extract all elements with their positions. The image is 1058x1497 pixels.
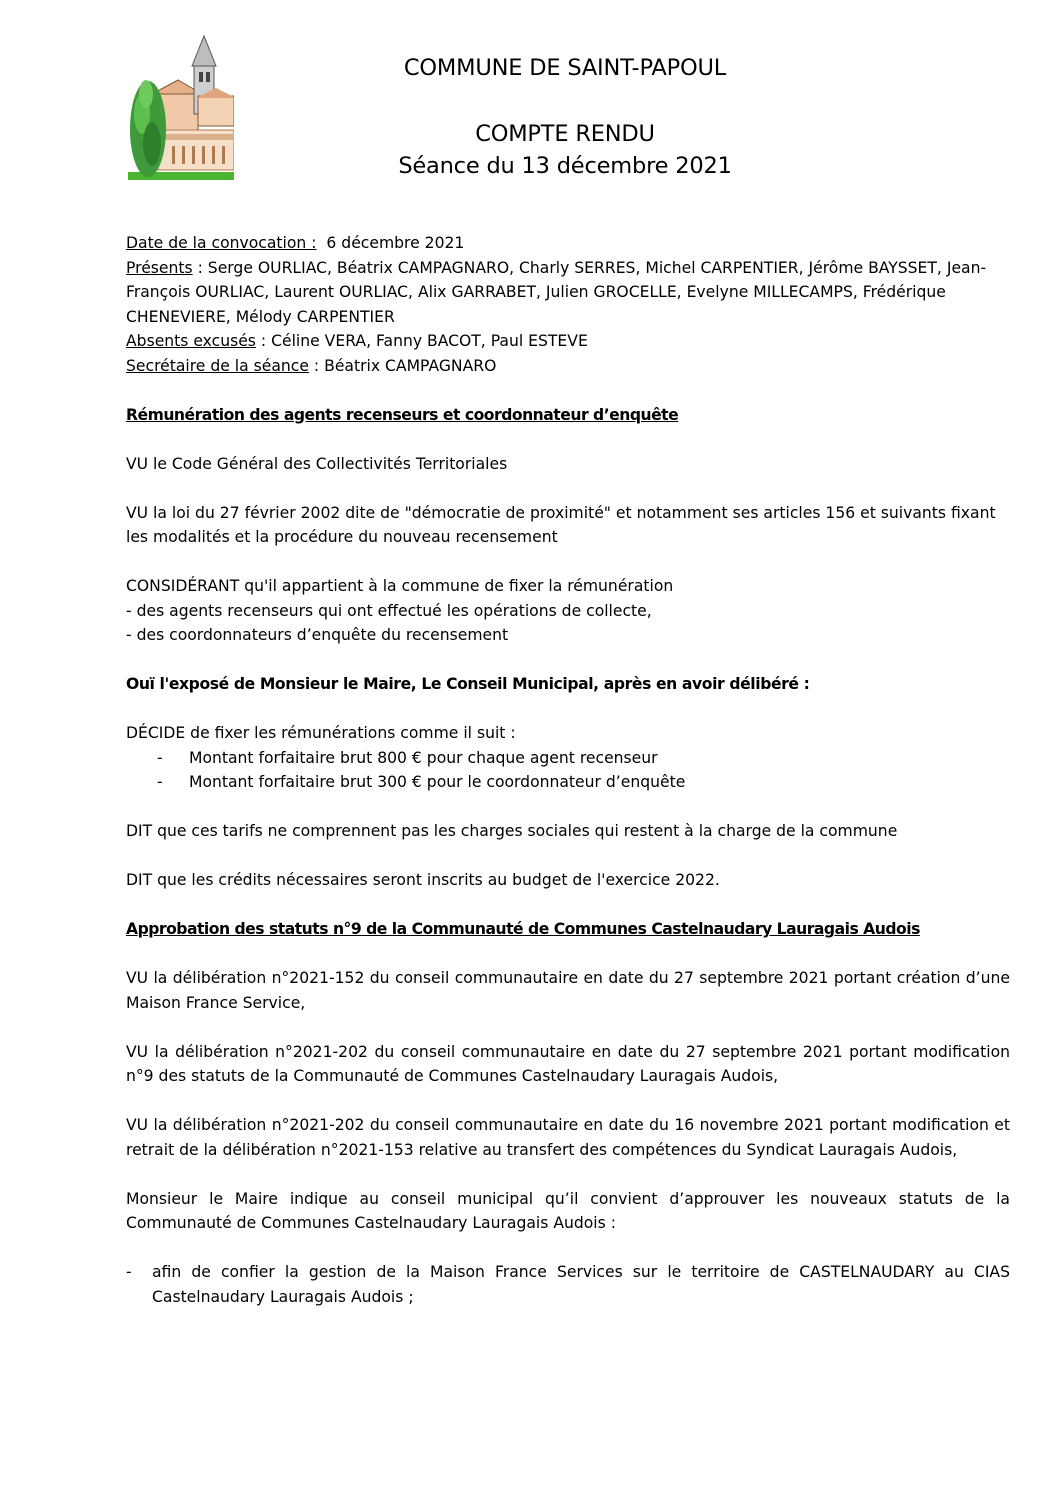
presents-value: : Serge OURLIAC, Béatrix CAMPAGNARO, Charly SERRES, Michel CARPENTIER, Jérôme BAYSSET, Jean-François OURLIAC, Laurent OURLIAC, Alix GARRABET, Julien GROCELLE, Evelyne MILLECAMPS, Frédérique CHENEVIERE, Mélody CARPENTIER [126, 258, 987, 326]
list-item: - Montant forfaitaire brut 800 € pour chaque agent recenseur [126, 746, 1010, 771]
considerant-item: - des coordonnateurs d’enquête du recensement [126, 626, 509, 644]
statuts-list [126, 1260, 1010, 1309]
oui-expose: Ouï l'exposé de Monsieur le Maire, Le Conseil Municipal, après en avoir délibéré : [126, 675, 810, 693]
considerant: CONSIDÉRANT qu'il appartient à la commune de fixer la rémunération [126, 577, 674, 595]
decide: DÉCIDE de fixer les rémunérations comme il suit : [126, 724, 516, 742]
presents-line [126, 256, 1010, 330]
vu-deliberation-152: VU la délibération n°2021-152 du conseil communautaire en date du 27 septembre 2021 portant création d’une Maison France Service, [126, 969, 1010, 1012]
absents-line [126, 329, 1010, 354]
session-date: Séance du 13 décembre 2021 [398, 153, 732, 179]
list-item: - afin de confier la gestion de la Maison France Services sur le territoire de CASTELNAUDARY au CIAS Castelnaudary Lauragais Audois ; [126, 1260, 1010, 1309]
vu-deliberation-202-nov: VU la délibération n°2021-202 du conseil communautaire en date du 16 novembre 2021 portant modification et retrait de la délibération n°2021-153 relative au transfert des compétences du Syndicat Lauragais Audois, [126, 1116, 1010, 1159]
secretaire-label: Secrétaire de la séance [126, 356, 309, 375]
secretaire-line [126, 354, 1010, 379]
commune-title: COMMUNE DE SAINT-PAPOUL [403, 55, 727, 81]
section-title-statuts: Approbation des statuts n°9 de la Communauté de Communes Castelnaudary Lauragais Audois [126, 920, 920, 938]
convocation-value: 6 décembre 2021 [316, 234, 465, 252]
absents-value: : Céline VERA, Fanny BACOT, Paul ESTEVE [255, 332, 588, 350]
report-title: COMPTE RENDU [475, 121, 655, 147]
vu-deliberation-202-sept: VU la délibération n°2021-202 du conseil communautaire en date du 27 septembre 2021 portant modification n°9 des statuts de la Communauté de Communes Castelnaudary Lauragais Audois, [126, 1042, 1010, 1085]
considerant-item: - des agents recenseurs qui ont effectué les opérations de collecte, [126, 601, 652, 620]
secretaire-value: : Béatrix CAMPAGNARO [308, 356, 497, 375]
document-body [126, 231, 1010, 1309]
list-item: - Montant forfaitaire brut 300 € pour le coordonnateur d’enquête [126, 770, 1010, 795]
presents-label: Présents [126, 258, 193, 277]
section-title-remuneration: Rémunération des agents recenseurs et coordonnateur d’enquête [126, 405, 679, 424]
maire-indique: Monsieur le Maire indique au conseil municipal qu’il convient d’approuver les nouveaux statuts de la Communauté de Communes Castelnaudary Lauragais Audois : [126, 1189, 1010, 1232]
church-village-icon [128, 34, 234, 182]
dit-charges: DIT que ces tarifs ne comprennent pas les charges sociales qui restent à la charge de la commune [126, 822, 898, 840]
dit-credits: DIT que les crédits nécessaires seront inscrits au budget de l'exercice 2022. [126, 871, 720, 889]
absents-label: Absents excusés [126, 332, 256, 350]
vu-cgct: VU le Code Général des Collectivités Territoriales [126, 454, 508, 473]
convocation-line [126, 231, 1010, 256]
decide-list [126, 746, 1010, 795]
convocation-label: Date de la convocation : [126, 234, 317, 252]
vu-loi-2002: VU la loi du 27 février 2002 dite de "démocratie de proximité" et notamment ses articles 156 et suivants fixant les modalités et la procédure du nouveau recensement [126, 503, 996, 546]
